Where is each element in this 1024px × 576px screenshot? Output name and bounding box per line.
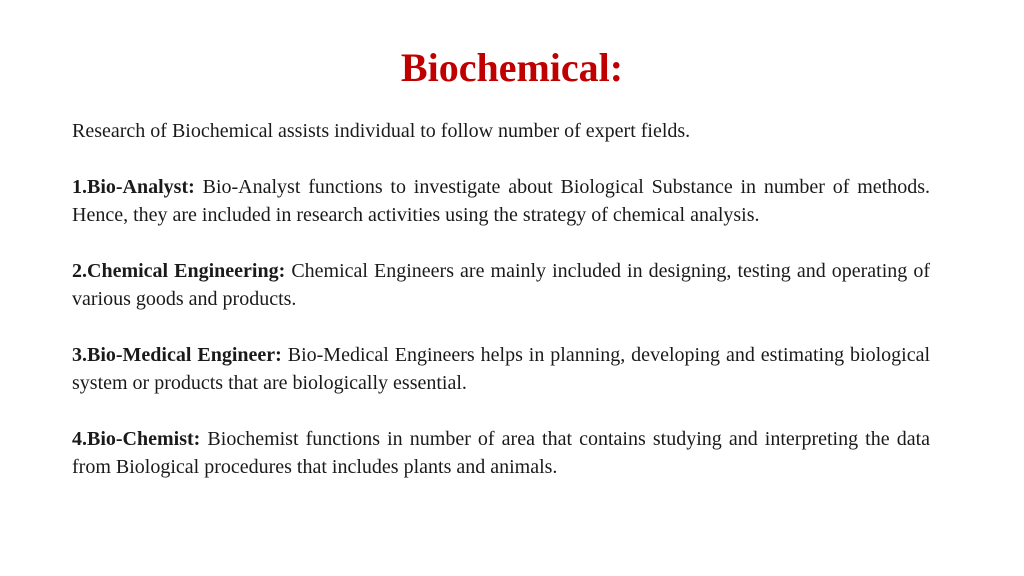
item-heading: 3.Bio-Medical Engineer: — [72, 344, 282, 366]
item-heading: 2.Chemical Engineering: — [72, 260, 286, 282]
item-heading: 1.Bio-Analyst: — [72, 176, 195, 198]
list-item-chemical-engineering — [72, 257, 930, 313]
intro-paragraph: Research of Biochemical assists individual to follow number of expert fields. — [72, 120, 691, 142]
slide-body — [72, 117, 930, 509]
item-text: Bio-Analyst functions to investigate about Biological Substance in number of methods. Hence, they are included in research activities using the strategy of chemical analysis. — [72, 176, 930, 226]
item-heading: 4.Bio-Chemist: — [72, 428, 201, 450]
item-text: Chemical Engineers are mainly included in designing, testing and operating of various goods and products. — [72, 260, 930, 310]
list-item-bio-medical-engineer — [72, 341, 930, 397]
slide-title: Biochemical: — [400, 45, 624, 90]
list-item-bio-chemist — [72, 425, 930, 481]
item-text: Biochemist functions in number of area that contains studying and interpreting the data from Biological procedures that includes plants and animals. — [72, 428, 931, 478]
list-item-bio-analyst — [72, 173, 930, 229]
item-text: Bio-Medical Engineers helps in planning, developing and estimating biological system or products that are biologically essential. — [72, 344, 931, 394]
